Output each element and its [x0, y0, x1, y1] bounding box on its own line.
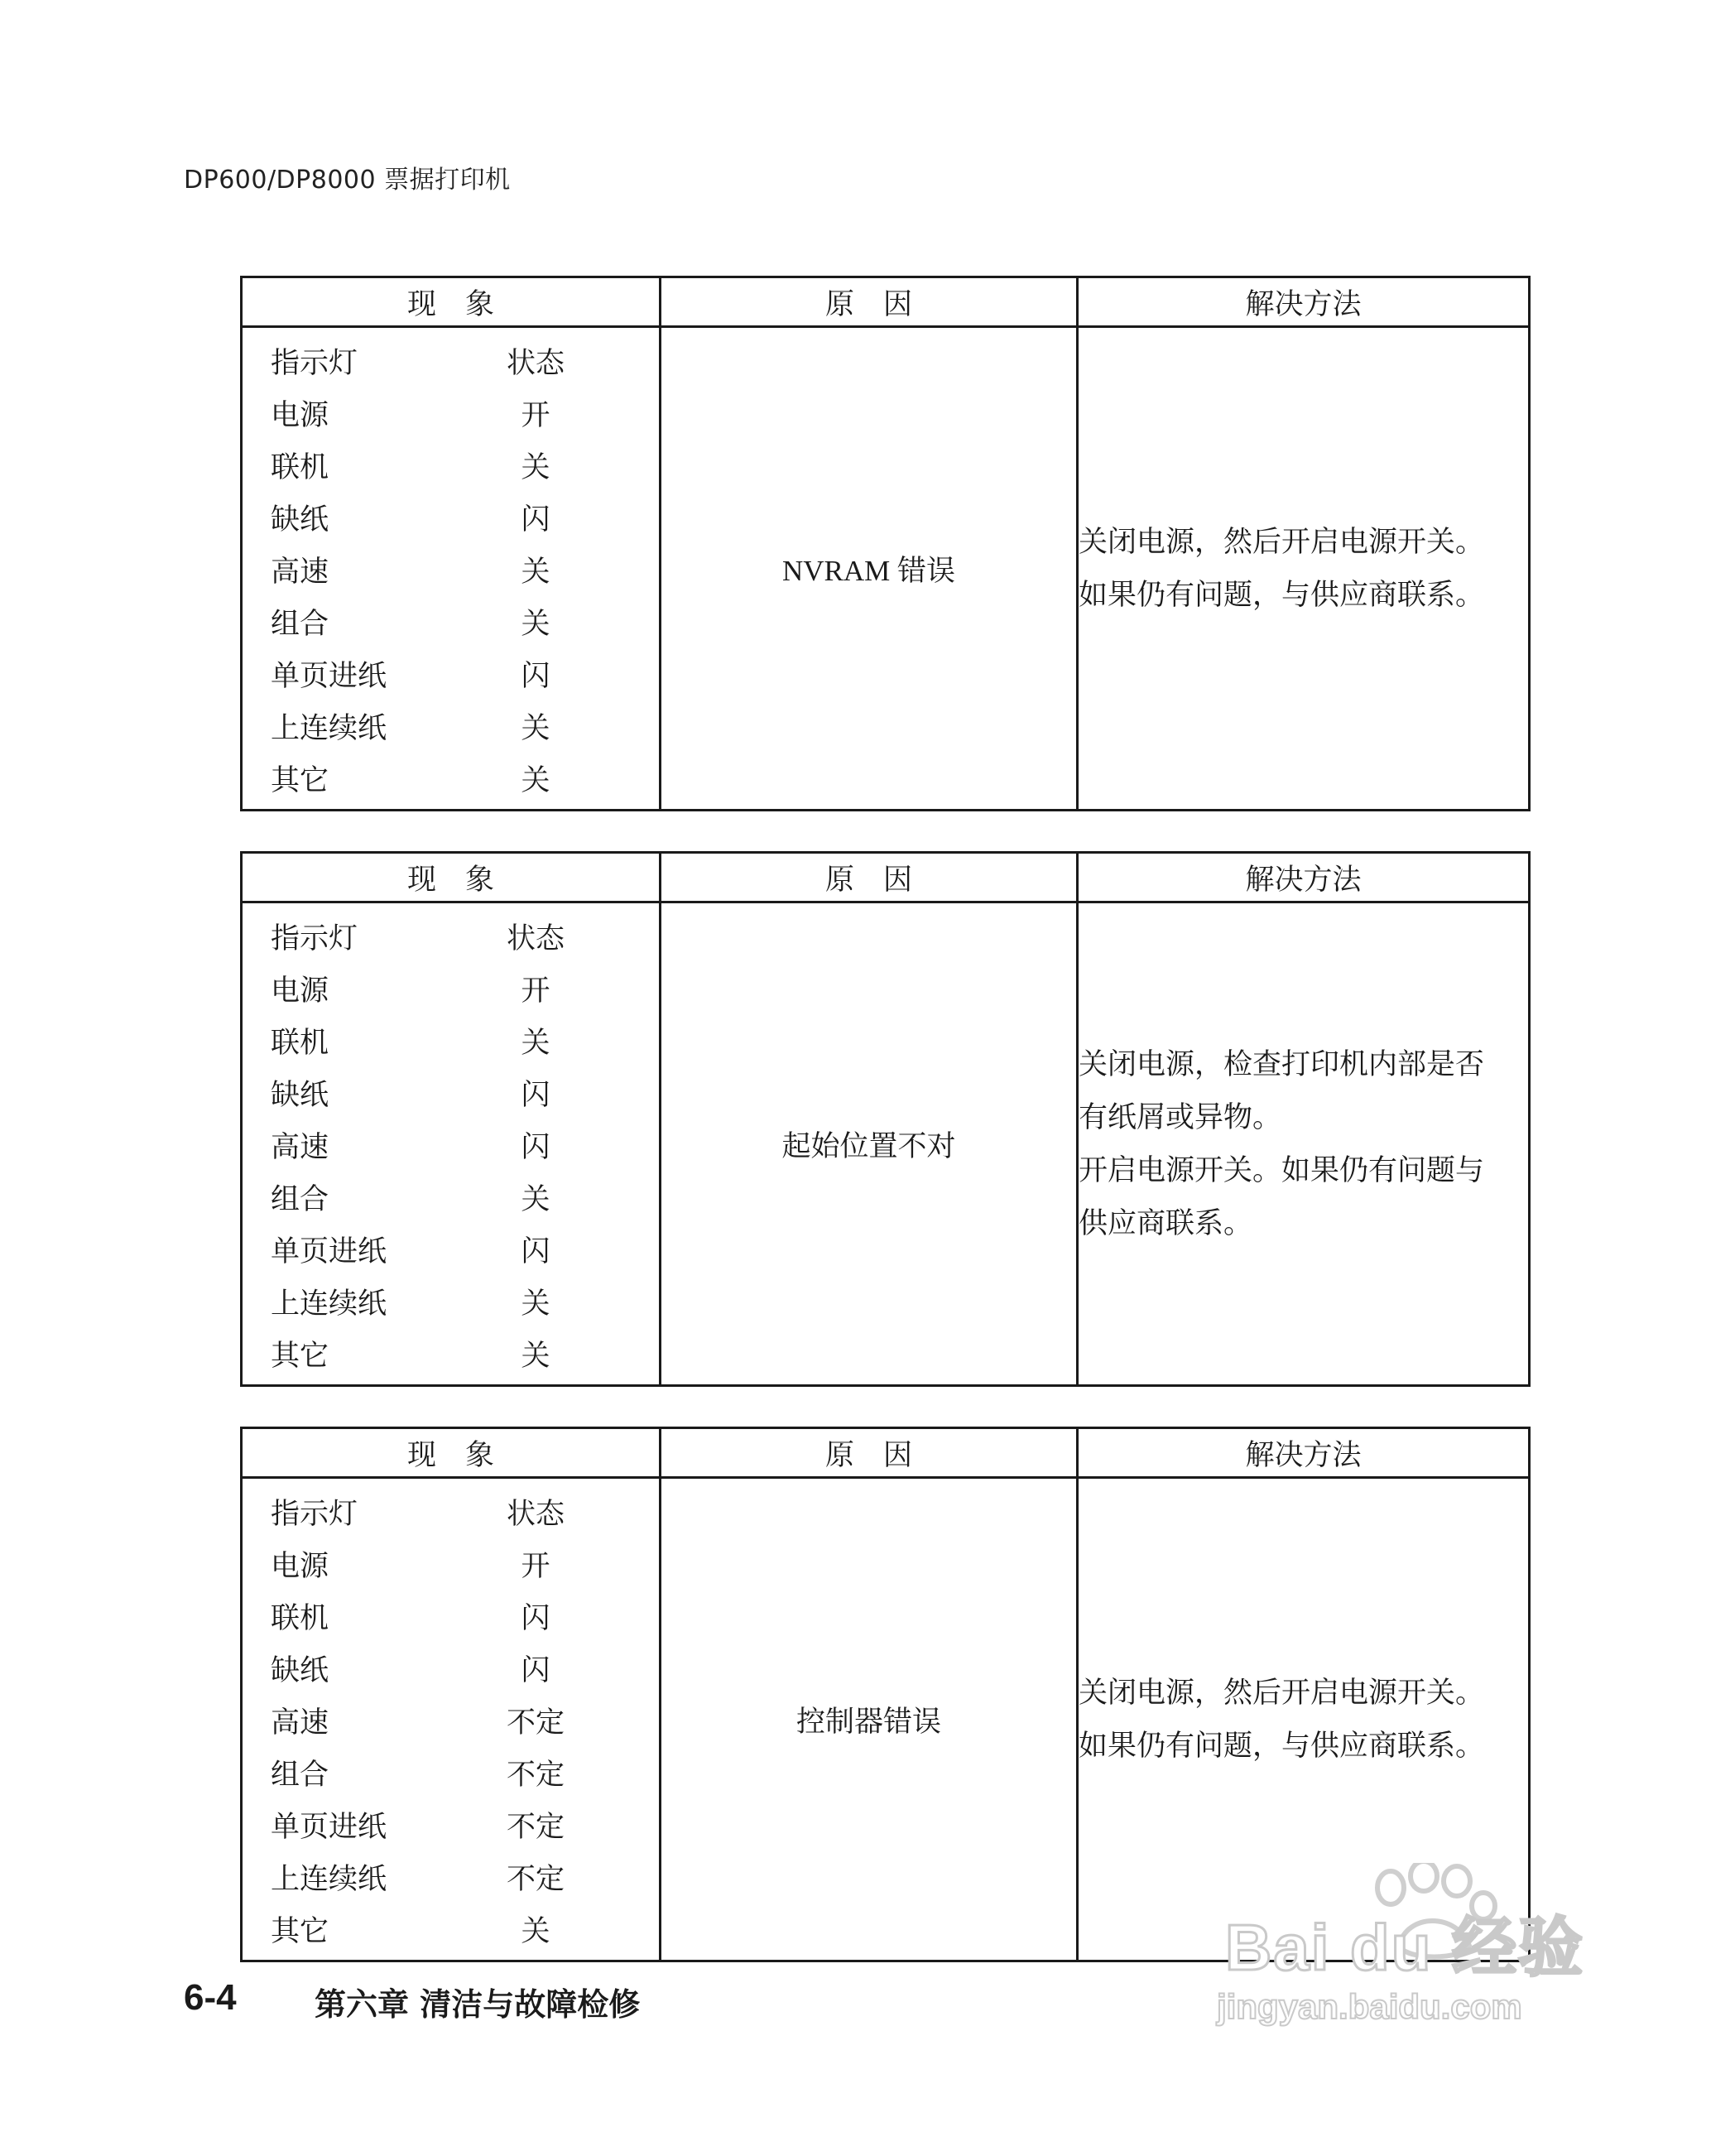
solution-line: 如果仍有问题，与供应商联系。: [1079, 1729, 1485, 1762]
indicator-row: [243, 1694, 659, 1746]
indicator-label: 上连续纸: [271, 1862, 387, 1896]
header-phenomenon: 现 象: [242, 277, 661, 327]
indicator-status: 闪: [521, 1130, 550, 1164]
indicator-status: 不定: [506, 1810, 565, 1844]
indicator-row: [243, 1327, 659, 1379]
indicator-row: [243, 1903, 659, 1955]
indicator-row: [243, 387, 659, 439]
chapter-title: 第六章 清洁与故障检修: [315, 1986, 641, 2023]
indicator-row: [243, 491, 659, 543]
indicator-row: [243, 1223, 659, 1275]
header-phenomenon: 现 象: [242, 853, 661, 902]
indicator-label: 联机: [271, 1026, 329, 1060]
header-cause: 原 因: [661, 277, 1078, 327]
indicator-status: 关: [521, 763, 550, 797]
indicator-label: 单页进纸: [271, 1810, 387, 1844]
indicator-status: 关: [521, 450, 550, 484]
phenomenon-cell: [242, 902, 661, 1386]
indicator-row: [243, 1850, 659, 1903]
indicator-row: [243, 1275, 659, 1327]
indicator-status: 不定: [506, 1706, 565, 1740]
solution-cell: [1078, 902, 1530, 1386]
indicator-status: 闪: [521, 1601, 550, 1635]
indicator-status: 闪: [521, 1078, 550, 1112]
indicator-label: 高速: [271, 1130, 329, 1164]
header-cause: 原 因: [661, 853, 1078, 902]
indicator-label: 联机: [271, 1601, 329, 1635]
baidu-watermark: [1217, 1863, 1614, 2028]
header-cause: 原 因: [661, 1428, 1078, 1478]
indicator-row: [243, 1171, 659, 1223]
running-header: DP600/DP8000 票据打印机: [184, 166, 511, 195]
solution-line: 供应商联系。: [1079, 1206, 1253, 1239]
solution-line: 关闭电源，检查打印机内部是否: [1079, 1047, 1485, 1080]
indicator-row: [243, 334, 659, 387]
page-number: 6-4: [184, 1977, 237, 2018]
indicator-status: 状态: [506, 922, 565, 955]
indicator-row: [243, 910, 659, 962]
indicator-status: 关: [521, 1914, 550, 1948]
indicator-row: [243, 1014, 659, 1066]
cause-cell: 控制器错误: [661, 1478, 1078, 1961]
indicator-label: 缺纸: [271, 1653, 329, 1687]
indicator-label: 高速: [271, 1706, 329, 1740]
indicator-row: [243, 1798, 659, 1850]
indicator-label: 电源: [271, 974, 329, 1008]
indicator-status: 开: [521, 398, 550, 432]
indicator-label: 其它: [271, 1914, 329, 1948]
phenomenon-cell: [242, 1478, 661, 1961]
indicator-label: 电源: [271, 1549, 329, 1583]
indicator-status: 开: [521, 974, 550, 1008]
solution-line: 有纸屑或异物。: [1079, 1100, 1282, 1133]
indicator-label: 组合: [271, 1758, 329, 1792]
indicator-label: 组合: [271, 607, 329, 641]
solution-line: 关闭电源，然后开启电源开关。: [1079, 525, 1485, 558]
indicator-row: [243, 1746, 659, 1798]
indicator-row: [243, 595, 659, 647]
indicator-row: [243, 1590, 659, 1642]
indicator-status: 闪: [521, 503, 550, 537]
indicator-status: 状态: [506, 346, 565, 380]
header-solution: 解决方法: [1078, 1428, 1530, 1478]
indicator-row: [243, 1485, 659, 1538]
indicator-label: 组合: [271, 1182, 329, 1216]
indicator-row: [243, 1538, 659, 1590]
indicator-label: 联机: [271, 450, 329, 484]
indicator-status: 关: [521, 1287, 550, 1321]
indicator-label: 单页进纸: [271, 1234, 387, 1268]
indicator-row: [243, 1066, 659, 1119]
indicator-status: 关: [521, 555, 550, 589]
solution-line: 开启电源开关。如果仍有问题与: [1079, 1153, 1485, 1186]
watermark-logo-text: Bai du 经验: [1225, 1911, 1585, 1984]
indicator-label: 电源: [271, 398, 329, 432]
phenomenon-cell: [242, 327, 661, 811]
indicator-status: 闪: [521, 1234, 550, 1268]
header-solution: 解决方法: [1078, 277, 1530, 327]
indicator-status: 关: [521, 711, 550, 745]
indicator-label: 指示灯: [271, 346, 358, 380]
indicator-row: [243, 439, 659, 491]
header-solution: 解决方法: [1078, 853, 1530, 902]
cause-cell: 起始位置不对: [661, 902, 1078, 1386]
indicator-status: 关: [521, 1339, 550, 1373]
indicator-row: [243, 647, 659, 700]
indicator-label: 上连续纸: [271, 711, 387, 745]
indicator-status: 关: [521, 1026, 550, 1060]
solution-line: 关闭电源，然后开启电源开关。: [1079, 1676, 1485, 1709]
header-phenomenon: 现 象: [242, 1428, 661, 1478]
solution-cell: [1078, 327, 1530, 811]
indicator-row: [243, 1119, 659, 1171]
indicator-status: 不定: [506, 1758, 565, 1792]
indicator-label: 指示灯: [271, 922, 358, 955]
indicator-status: 关: [521, 1182, 550, 1216]
indicator-label: 缺纸: [271, 1078, 329, 1112]
indicator-status: 闪: [521, 659, 550, 693]
indicator-status: 状态: [506, 1497, 565, 1531]
troubleshoot-table-2: [240, 851, 1531, 1387]
indicator-status: 关: [521, 607, 550, 641]
indicator-row: [243, 962, 659, 1014]
troubleshoot-table-1: [240, 276, 1531, 811]
indicator-label: 单页进纸: [271, 659, 387, 693]
indicator-status: 开: [521, 1549, 550, 1583]
indicator-label: 缺纸: [271, 503, 329, 537]
indicator-row: [243, 700, 659, 752]
indicator-label: 高速: [271, 555, 329, 589]
indicator-status: 闪: [521, 1653, 550, 1687]
cause-cell: NVRAM 错误: [661, 327, 1078, 811]
indicator-label: 指示灯: [271, 1497, 358, 1531]
indicator-row: [243, 1642, 659, 1694]
indicator-row: [243, 543, 659, 595]
solution-line: 如果仍有问题，与供应商联系。: [1079, 578, 1485, 611]
watermark-url: jingyan.baidu.com: [1217, 1987, 1522, 2026]
indicator-label: 其它: [271, 1339, 329, 1373]
indicator-status: 不定: [506, 1862, 565, 1896]
indicator-row: [243, 752, 659, 804]
indicator-label: 其它: [271, 763, 329, 797]
indicator-label: 上连续纸: [271, 1287, 387, 1321]
